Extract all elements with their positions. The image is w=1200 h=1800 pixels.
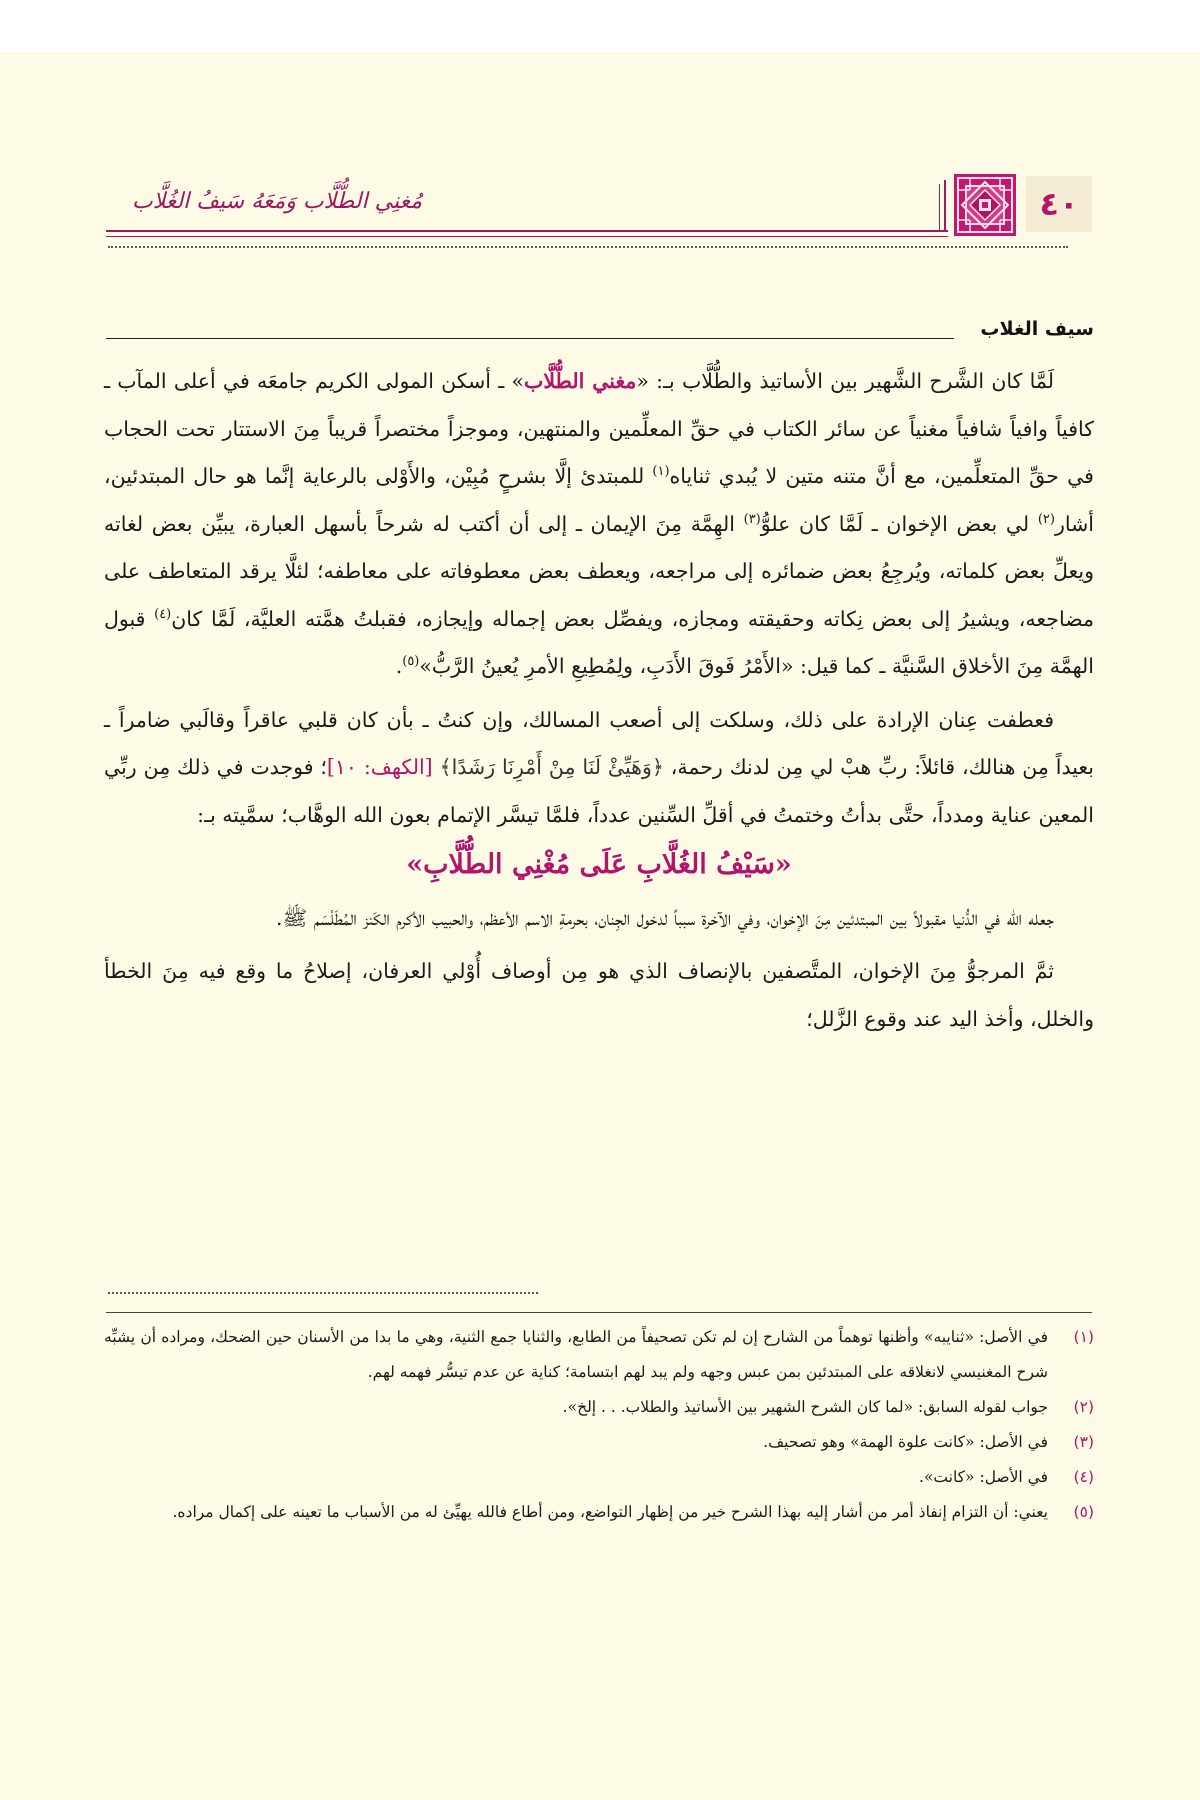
text-run: ؛ فوجدت في ذلك مِن ربِّي المعين عناية ومدداً، حتَّى بدأتُ وختمتُ في أقلِّ السِّنين عدداً، فلمَّا تيسَّر الإتمام بعون الله الوهَّاب؛ سمَّيته بـ:: [104, 755, 1094, 827]
section-rule: [106, 338, 954, 339]
highlighted-book-name: مغني الطُّلَّاب: [524, 369, 637, 393]
paragraph: ثمَّ المرجوُّ مِنَ الإخوان، المتَّصفين بالإنصاف الذي هو مِن أوصاف أُوْلي العرفان، إصلاحُ ما وقع فيه مِنَ الخطأ والخلل، وأخذ اليد عند وقوع الزَّلل؛: [104, 959, 1094, 1031]
quran-verse: ﴿وَهَيِّئْ لَنَا مِنْ أَمْرِنَا رَشَدًا﴾: [439, 755, 664, 779]
footnote-ref-2[interactable]: (٢): [1037, 511, 1055, 527]
quran-reference: [الكهف: ١٠]: [326, 755, 440, 779]
page-header: [106, 122, 1092, 240]
footnote-number: (٣): [1073, 1433, 1094, 1451]
main-text: [104, 358, 1094, 1043]
dotted-separator: [108, 1292, 538, 1294]
footnote: [104, 1390, 1094, 1425]
dotted-separator: [108, 246, 1068, 248]
page-number: ٤٠: [1026, 176, 1092, 232]
footnote-text: جواب لقوله السابق: «لما كان الشرح الشهير بين الأساتيذ والطلاب. . . إلخ».: [562, 1398, 1048, 1416]
footnote-number: (٥): [1073, 1503, 1094, 1521]
footnote-rule: [106, 1312, 1092, 1313]
running-book-title: مُغنِي الطُّلَّاب وَمَعَهُ سَيفُ الغُلَّاب: [132, 189, 422, 214]
footnote-text: يعني: أن التزام إنفاذ أمر من أشار إليه بهذا الشرح خير من إظهار التواضع، ومن أطاع فالله يهيِّئ له من الأسباب ما تعينه على إكمال مراده.: [172, 1503, 1048, 1521]
footnote-ref-4[interactable]: (٤): [154, 606, 172, 622]
text-run: للمبتدئ إلَّا بشرحٍ مُبِيْن، والأَوْلى بالرعاية إنَّما هو حال المبتدئين، أشار: [104, 464, 1095, 536]
text-run: قبول الهمَّة مِنَ الأخلاق السَّنيَّة ـ كما قيل: «الأَمْرُ فَوقَ الأَدَبِ، ولِمُطِيعِ الأمرِ يُعينُ الرَّبُّ»: [104, 606, 1094, 678]
text-run: .: [395, 654, 403, 678]
footnote-ref-5[interactable]: (٥): [402, 654, 420, 670]
footnote-text: في الأصل: «كانت».: [919, 1468, 1048, 1486]
footnote-number: (٢): [1073, 1398, 1094, 1416]
ornament-icon: [954, 174, 1016, 236]
footnotes: [104, 1320, 1094, 1530]
text-run: لَمَّا كان الشَّرح الشَّهير بين الأساتيذ والطُّلَّاب بـ: «: [636, 369, 1054, 393]
footnote-number: (٤): [1073, 1468, 1094, 1486]
footnote: [104, 1460, 1094, 1495]
footnote: [104, 1425, 1094, 1460]
footnote-ref-3[interactable]: (٣): [743, 511, 761, 527]
page: [0, 52, 1200, 1800]
book-title-centered: «سَيْفُ الغُلَّابِ عَلَى مُغْنِي الطُّلَّابِ»: [406, 849, 792, 880]
header-divider: [939, 184, 940, 232]
paragraph: جعله الله في الدُّنيا مقبولاً بين المبتدئين مِنَ الإخوان، وفي الآخرة سبباً لدخول الجِنان، بحرمةِ الاسم الأعظم، والحبيب الأكرم الكَنز المُطَلْسَم ﷺ.: [275, 905, 1054, 930]
footnote: [104, 1495, 1094, 1530]
paragraph: [104, 697, 1094, 840]
footnote-ref-1[interactable]: (١): [652, 464, 670, 480]
footnote-text: في الأصل: «كانت علوة الهمة» وهو تصحيف.: [763, 1433, 1048, 1451]
footnote: [104, 1320, 1094, 1390]
header-rule: [106, 230, 948, 232]
text-run: لي بعض الإخوان ـ لَمَّا كان علوُّ: [760, 511, 1038, 536]
footnote-text: في الأصل: «ثنايبه» وأظنها توهماً من الشارح إن لم تكن تصحيفاً من الطابع، والثنايا جمع الثنية، وهي ما بدا من الأسنان حين الضحك، ومراده أن يشبِّه شرح المغنيسي لانغلاقه على المبتدئين بمن عبس وجهه ولم يبد لهم ابتسامة؛ كناية عن عدم تيسُّر فهمه لهم.: [104, 1328, 1048, 1381]
footnote-number: (١): [1073, 1328, 1094, 1346]
text-run: فعطفت عِنان الإرادة على ذلك، وسلكت إلى أصعب المسالك، وإن كنتُ ـ بأن كان قلبي عاقراً وقالَبي ضامراً ـ بعيداً مِن هنالك، قائلاً: ربِّ هبْ لي مِن لدنك رحمة،: [104, 707, 1094, 779]
text-run: » ـ أسكن المولى الكريم جامعَه في أعلى المآب ـ كافياً وافياً شافياً مغنياً عن سائر الكتاب في حقِّ المعلِّمين والمنتهين، وموجزاً مختصراً قريباً مِنَ الاستتار تحت الحجاب في حقِّ المتعلِّمين، مع أنَّ متنه متين لا يُبدي ثناياه: [104, 369, 1094, 488]
header-rule: [106, 236, 948, 237]
paragraph: [104, 358, 1094, 691]
text-run: الهِمَّة مِنَ الإيمان ـ إلى أن أكتب له شرحاً بأسهل العبارة، يبيِّن بعض لغاته ويعلِّ بعض كلماته، ويُرجِعُ بعض ضمائره إلى مراجعه، ويعطف بعض معطوفاته على معاطفه؛ لئلَّا يرقد المتعاطف على مضاجعه، ويشيرُ إلى بعض نِكاته وحقيقته ومجازه، ويفصِّل بعض إجماله وإيجازه، فقبلتُ همَّته العليَّة، لَمَّا كان: [104, 511, 1094, 631]
section-title: سيف الغلاب: [980, 318, 1094, 340]
header-divider: [944, 180, 946, 232]
